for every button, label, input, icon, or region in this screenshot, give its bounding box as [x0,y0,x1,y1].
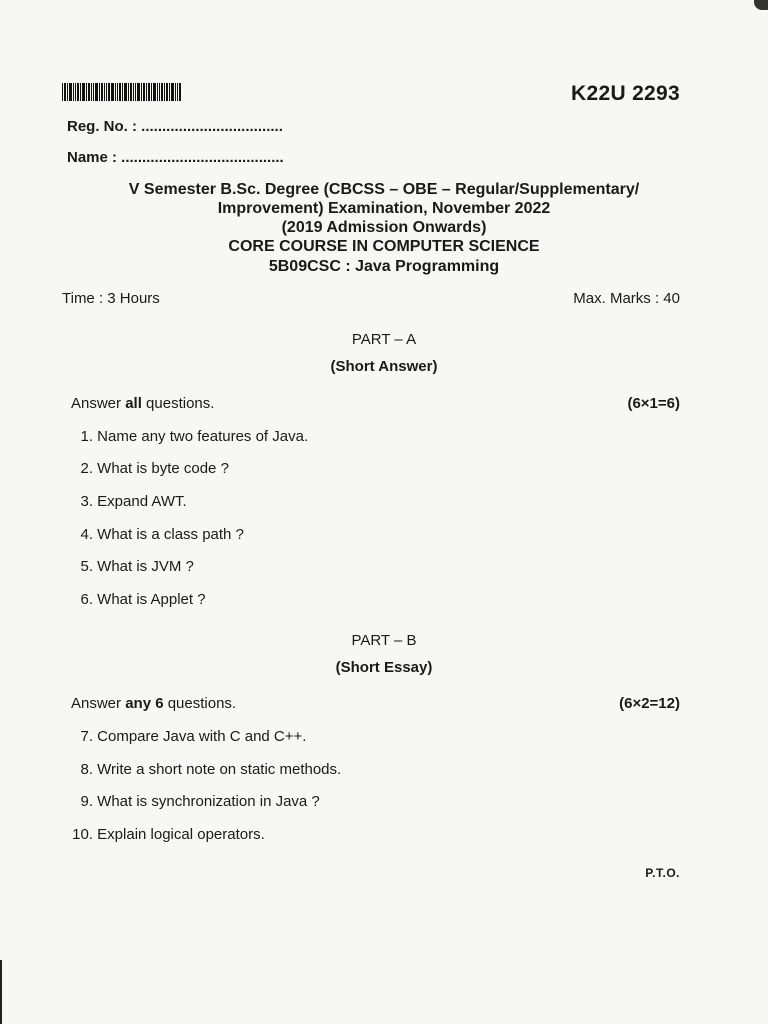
instruction-bold: any 6 [125,695,164,712]
pto-label: P.T.O. [645,866,680,880]
question-text: Compare Java with C and C++. [97,728,307,745]
question-number: 3. [80,493,93,510]
question-text: What is synchronization in Java ? [97,793,320,810]
question-text: Explain logical operators. [97,826,265,843]
question-item [70,826,265,843]
part-a-title: PART – A [351,331,417,348]
part-a-instruction [71,395,214,412]
question-number: 8. [80,761,93,778]
question-item [70,591,206,608]
max-marks-label: Max. Marks : 40 [573,290,680,307]
question-item [70,526,244,543]
part-b-subtitle: (Short Essay) [335,659,433,676]
question-number: 10. [72,826,93,843]
question-number: 5. [80,558,93,575]
question-item [70,728,306,745]
question-item [70,428,308,445]
paper-code: K22U 2293 [571,82,680,105]
instruction-bold: all [125,395,142,412]
question-item [70,558,194,575]
part-a-allocation: (6×1=6) [627,395,680,412]
header-line-5: 5B09CSC : Java Programming [268,258,500,275]
question-item [70,793,320,810]
question-text: What is a class path ? [97,526,244,543]
reg-no-field: Reg. No. : .................................. [67,118,283,135]
part-a-subtitle: (Short Answer) [330,358,438,375]
scan-corner-mark [754,0,768,10]
question-number: 2. [80,460,93,477]
question-number: 9. [80,793,93,810]
part-b-title: PART – B [351,632,417,649]
question-text: What is JVM ? [97,558,194,575]
barcode [62,83,204,101]
question-number: 7. [80,728,93,745]
header-line-2: Improvement) Examination, November 2022 [217,200,551,217]
instruction-text: questions. [141,395,215,412]
question-item [70,493,187,510]
question-text: Name any two features of Java. [97,428,309,445]
header-line-3: (2019 Admission Onwards) [281,219,487,236]
question-item [70,761,341,778]
scan-edge-mark [0,960,2,1024]
header-line-1: V Semester B.Sc. Degree (CBCSS – OBE – Regular/Supplementary/ [128,181,640,198]
header-line-4: CORE COURSE IN COMPUTER SCIENCE [228,238,540,255]
question-text: What is byte code ? [97,460,229,477]
question-text: Expand AWT. [97,493,187,510]
name-field: Name : ....................................... [67,149,284,166]
question-number: 6. [80,591,93,608]
instruction-text: Answer [71,695,126,712]
part-b-allocation: (6×2=12) [619,695,680,712]
question-number: 4. [80,526,93,543]
part-b-instruction [71,695,236,712]
instruction-text: questions. [163,695,237,712]
question-text: What is Applet ? [97,591,206,608]
question-item [70,460,229,477]
question-text: Write a short note on static methods. [97,761,342,778]
question-number: 1. [80,428,93,445]
instruction-text: Answer [71,395,126,412]
time-label: Time : 3 Hours [62,290,160,307]
